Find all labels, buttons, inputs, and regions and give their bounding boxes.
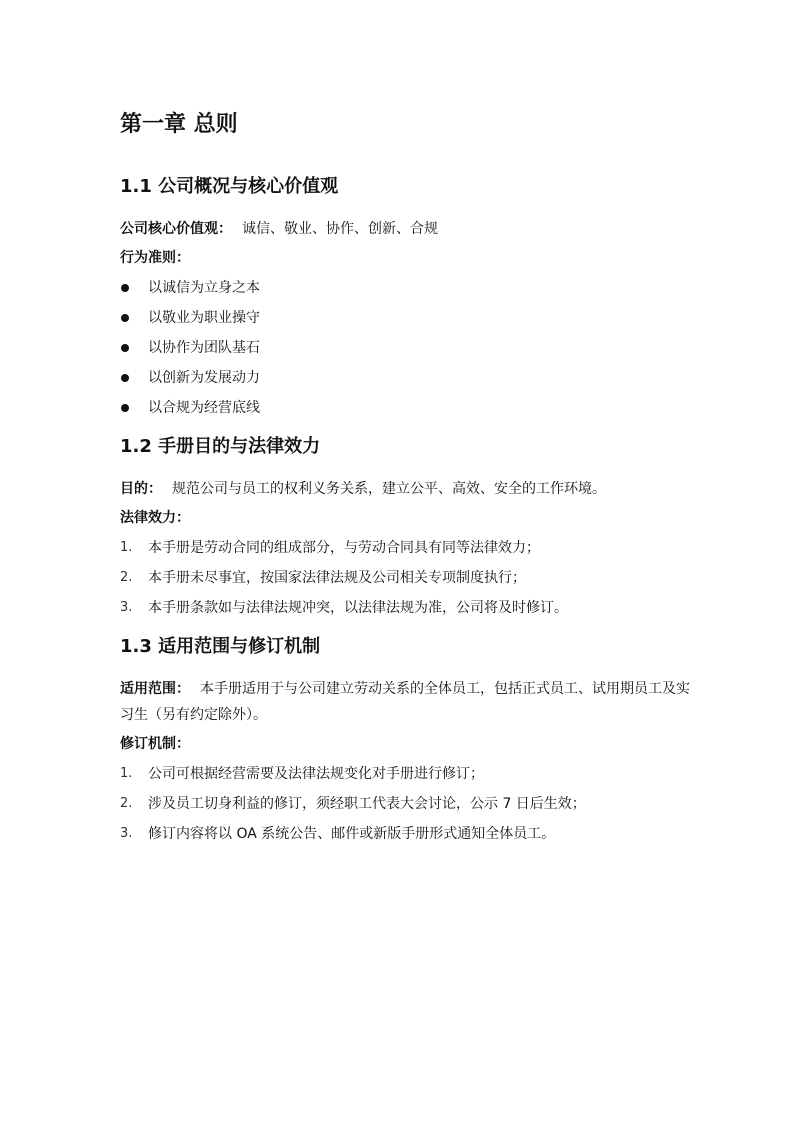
list-item: 以合规为经营底线 bbox=[120, 396, 693, 420]
list-number: 3. bbox=[120, 826, 133, 841]
legal-effect-label: 法律效力： bbox=[120, 510, 190, 526]
purpose-text: 规范公司与员工的权利义务关系，建立公平、高效、安全的工作环境。 bbox=[172, 481, 606, 497]
list-number: 1. bbox=[120, 766, 133, 781]
list-item: 以创新为发展动力 bbox=[120, 366, 693, 390]
section-title: 1.3 适用范围与修订机制 bbox=[120, 636, 321, 657]
list-number: 3. bbox=[120, 600, 133, 615]
list-item: 3. 本手册条款如与法律法规冲突，以法律法规为准，公司将及时修订。 bbox=[120, 596, 693, 620]
list-item: 2. 涉及员工切身利益的修订，须经职工代表大会讨论，公示 7 日后生效； bbox=[120, 792, 693, 816]
section-title: 1.2 手册目的与法律效力 bbox=[120, 436, 321, 457]
scope-paragraph bbox=[120, 676, 693, 728]
bullet-icon bbox=[121, 374, 129, 382]
list-item: 2. 本手册未尽事宜，按国家法律法规及公司相关专项制度执行； bbox=[120, 566, 693, 590]
scope-text: 本手册适用于与公司建立劳动关系的全体员工，包括正式员工、试用期员工及实习生（另有约定除外）。 bbox=[120, 681, 690, 723]
list-item: 1. 公司可根据经营需要及法律法规变化对手册进行修订； bbox=[120, 762, 693, 786]
core-values-label: 公司核心价值观： bbox=[120, 221, 232, 237]
conduct-label: 行为准则： bbox=[120, 250, 190, 266]
section-1-2 bbox=[120, 434, 693, 620]
bullet-icon bbox=[121, 404, 129, 412]
section-1-1 bbox=[120, 174, 693, 420]
core-values-text: 诚信、敬业、协作、创新、合规 bbox=[242, 221, 438, 237]
chapter-title: 第一章 总则 bbox=[120, 112, 238, 137]
section-1-3 bbox=[120, 634, 693, 846]
list-item: 3. 修订内容将以 OA 系统公告、邮件或新版手册形式通知全体员工。 bbox=[120, 822, 693, 846]
bullet-icon bbox=[121, 314, 129, 322]
legal-effect-list bbox=[120, 536, 693, 620]
core-values-paragraph bbox=[120, 216, 693, 242]
revision-label: 修订机制： bbox=[120, 736, 190, 752]
list-number: 2. bbox=[120, 570, 133, 585]
purpose-paragraph bbox=[120, 476, 693, 502]
bullet-icon bbox=[121, 284, 129, 292]
list-item: 以敬业为职业操守 bbox=[120, 306, 693, 330]
purpose-label: 目的： bbox=[120, 481, 162, 497]
list-item: 以协作为团队基石 bbox=[120, 336, 693, 360]
conduct-list bbox=[120, 276, 693, 420]
list-item: 1. 本手册是劳动合同的组成部分，与劳动合同具有同等法律效力； bbox=[120, 536, 693, 560]
bullet-icon bbox=[121, 344, 129, 352]
list-number: 2. bbox=[120, 796, 133, 811]
list-number: 1. bbox=[120, 540, 133, 555]
list-item: 以诚信为立身之本 bbox=[120, 276, 693, 300]
section-title: 1.1 公司概况与核心价值观 bbox=[120, 176, 339, 197]
revision-list bbox=[120, 762, 693, 846]
scope-label: 适用范围： bbox=[120, 681, 190, 697]
